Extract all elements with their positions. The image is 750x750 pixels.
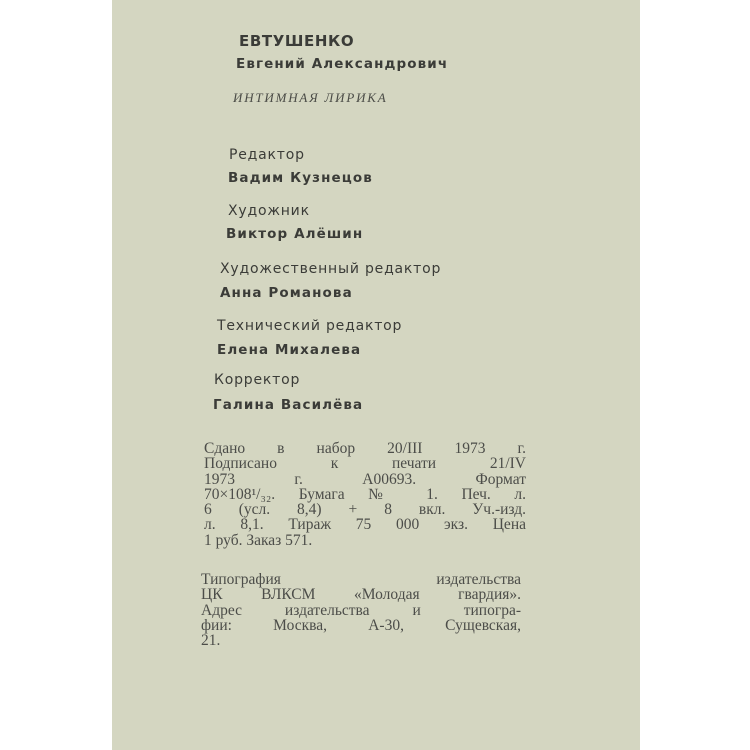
book-title: ИНТИМНАЯ ЛИРИКА bbox=[233, 90, 388, 105]
printer-line: Адрес издательства и типогра- bbox=[201, 601, 521, 619]
author-surname: ЕВТУШЕНКО bbox=[239, 32, 355, 50]
book-colophon-page bbox=[112, 0, 640, 750]
imprint-line: Подписано к печати 21/IV bbox=[204, 455, 526, 473]
imprint-line: 6 (усл. 8,4) + 8 вкл. Уч.-изд. bbox=[204, 501, 526, 519]
printer-block bbox=[201, 572, 521, 648]
credit-person-editor: Вадим Кузнецов bbox=[228, 170, 373, 186]
imprint-line: л. 8,1. Тираж 75 000 экз. Цена bbox=[204, 516, 526, 534]
credit-role-technical-editor: Технический редактор bbox=[217, 318, 403, 334]
credit-role-art-editor: Художественный редактор bbox=[220, 261, 442, 277]
imprint-line: 1 руб. Заказ 571. bbox=[204, 531, 313, 549]
credit-role-artist: Художник bbox=[228, 203, 310, 219]
credit-person-proofreader: Галина Василёва bbox=[213, 397, 364, 413]
credit-person-technical-editor: Елена Михалева bbox=[217, 342, 362, 358]
imprint-line: Сдано в набор 20/III 1973 г. bbox=[204, 440, 526, 457]
printer-line: фии: Москва, А-30, Сущевская, bbox=[201, 616, 521, 634]
credit-person-art-editor: Анна Романова bbox=[220, 285, 353, 301]
printer-line: ЦК ВЛКСМ «Молодая гвардия». bbox=[201, 586, 521, 604]
credit-role-proofreader: Корректор bbox=[214, 372, 301, 388]
credit-role-editor: Редактор bbox=[229, 147, 305, 163]
printer-line: Типография издательства bbox=[201, 571, 521, 588]
credit-person-artist: Виктор Алёшин bbox=[226, 226, 364, 242]
imprint-line: 1973 г. А00693. Формат bbox=[204, 470, 526, 488]
imprint-line: 70×108¹/₃₂. Бумага № 1. Печ. л. bbox=[204, 485, 526, 503]
author-full-name: Евгений Александрович bbox=[236, 56, 449, 72]
printer-line: 21. bbox=[201, 632, 221, 650]
imprint-block bbox=[204, 441, 526, 548]
